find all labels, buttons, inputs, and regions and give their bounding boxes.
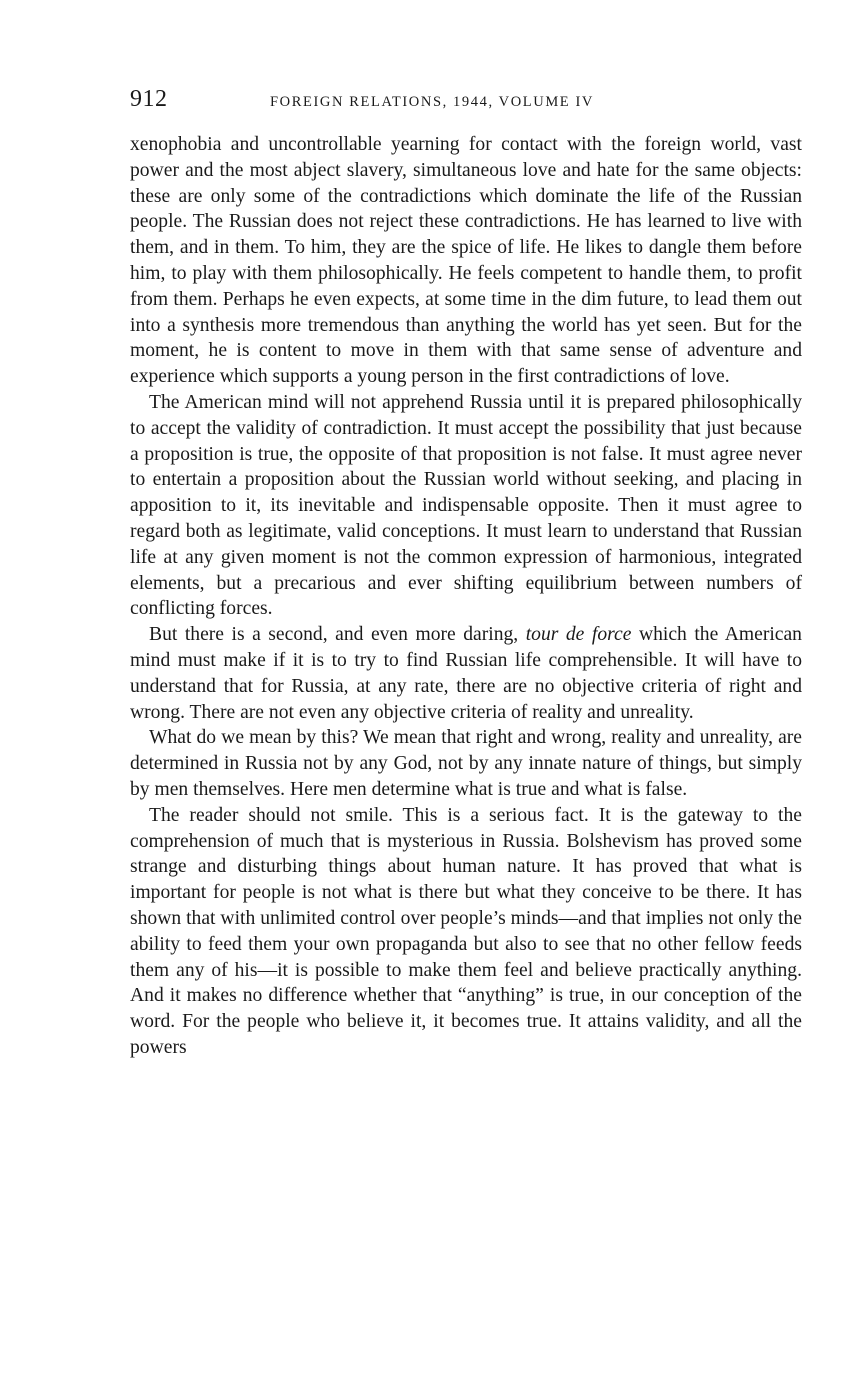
page-number: 912 [130,86,168,112]
paragraph-3-end: which the American mind must make if it is to try to find Russian life comprehensible. It will have to understand that for Russia, at any rate, there are no objective criteria of right and wrong. There are not even any objective criteria of reality and unreality. [130,624,802,723]
paragraph-4: What do we mean by this? We mean that right and wrong, reality and unreality, are determined in Russia not by any God, not by any innate nature of things, but simply by men themselves. Here men determine what is true and what is false. [130,727,802,800]
paragraph-3-start: But there is a second, and even more daring, [149,624,526,646]
paragraph-5: The reader should not smile. This is a serious fact. It is the gateway to the comprehension of much that is mysterious in Russia. Bolshevism has proved some strange and disturbing things about human nature. It has proved that what is important for people is not what is there but what they conceive to be there. It has shown that with unlimited control over people’s minds—and that implies not only the ability to feed them your own propaganda but also to see that no other fellow feeds them any of his—it is possible to make them feel and believe practically anything. And it makes no difference whether that “anything” is true, in our conception of the word. For the people who believe it, it becomes true. It attains validity, and all the powers [130,804,802,1058]
page-header [130,86,802,120]
body-text [130,132,802,1061]
document-page [130,86,802,1061]
paragraph-2: The American mind will not apprehend Russia until it is prepared philosophically to accept the validity of contradiction. It must accept the possibility that just because a proposition is true, the opposite of that proposition is not false. It must agree never to entertain a proposition about the Russian world without seeking, and placing in apposition to it, its inevitable and indispensable opposite. Then it must agree to regard both as legitimate, valid conceptions. It must learn to understand that Russian life at any given moment is not the common expression of harmonious, integrated elements, but a precarious and ever shifting equilibrium between numbers of conflicting forces. [130,391,802,620]
paragraph-3-italic-phrase: tour de force [525,624,632,646]
paragraph-1: xenophobia and uncontrollable yearning for contact with the foreign world, vast power and the most abject slavery, simultaneous love and hate for the same objects: these are only some of the contradictions which dominate the life of the Russian people. The Russian does not reject these contradictions. He has learned to live with them, and in them. To him, they are the spice of life. He likes to dangle them before him, to play with them philosophically. He feels competent to handle them, to profit from them. Perhaps he even expects, at some time in the dim future, to lead them out into a synthesis more tremendous than anything the world has yet seen. But for the moment, he is content to move in them with that same sense of adventure and experience which supports a young person in the first contradictions of love. [130,134,802,388]
running-head: FOREIGN RELATIONS, 1944, VOLUME IV [270,94,594,110]
paragraph-3 [130,622,802,725]
